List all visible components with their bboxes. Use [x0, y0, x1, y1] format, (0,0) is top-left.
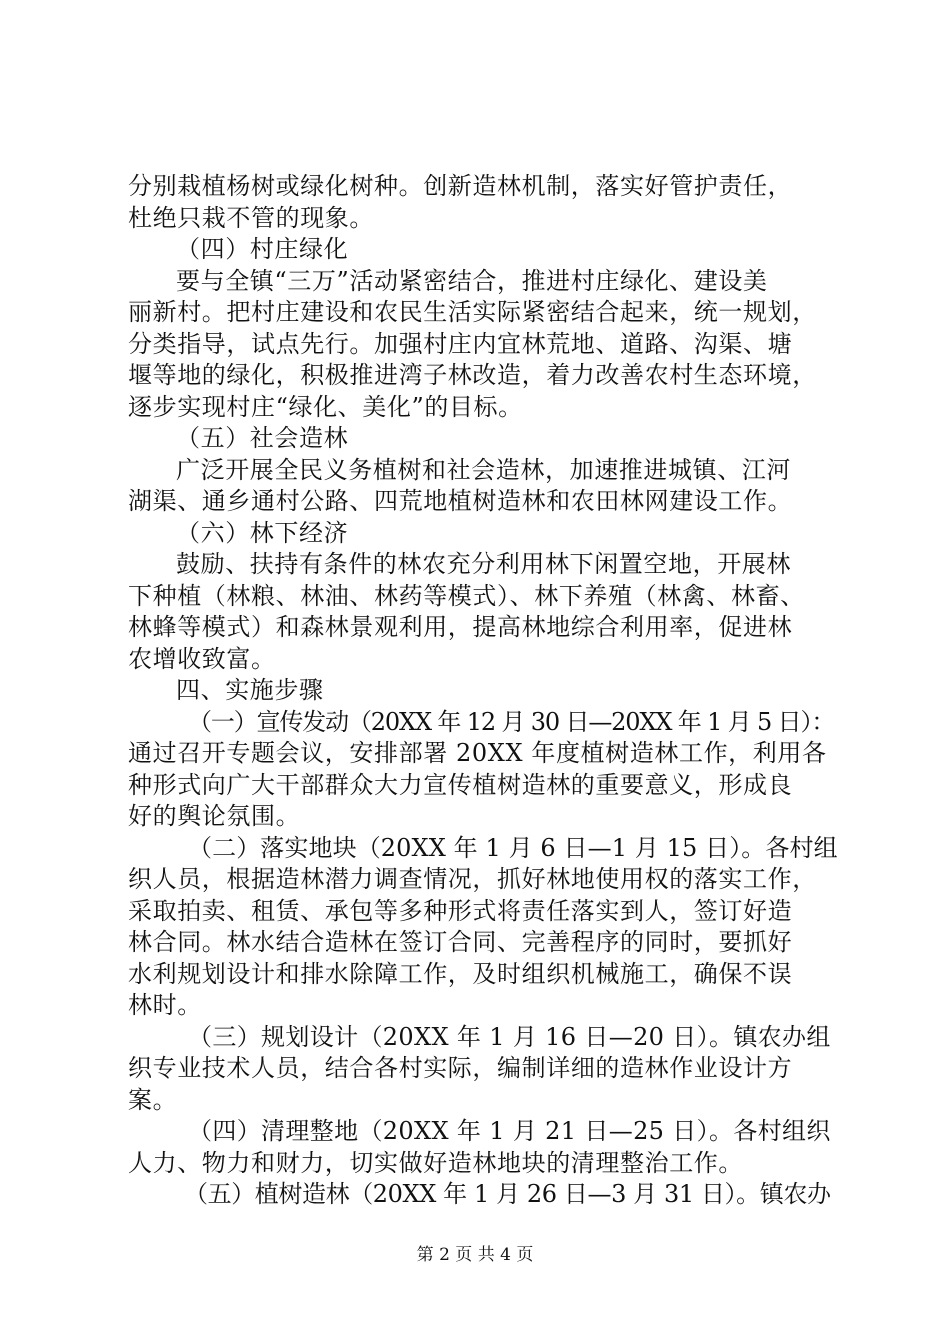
document-body	[128, 171, 838, 1211]
text-line: （一）宣传发动（20XX 年 12 月 30 日—20XX 年 1 月 5 日）：	[188, 707, 835, 736]
text-line: 人力、物力和财力，切实做好造林地块的清理整治工作。	[128, 1148, 743, 1177]
text-line: 织人员，根据造林潜力调查情况，抓好林地使用权的落实工作，	[128, 865, 817, 893]
text-line: 堰等地的绿化，积极推进湾子林改造，着力改善农村生态环境，	[128, 361, 817, 389]
text-line: 鼓励、扶持有条件的林农充分利用林下闲置空地，开展林	[176, 550, 791, 578]
text-line: （四）清理整地（20XX 年 1 月 21 日—25 日）。各村组织	[188, 1117, 831, 1145]
text-line: 要与全镇“三万”活动紧密结合，推进村庄绿化、建设美	[176, 266, 768, 295]
text-line: 丽新村。把村庄建设和农民生活实际紧密结合起来，统一规划，	[128, 298, 817, 326]
text-line: 林蜂等模式）和森林景观利用，提高林地综合利用率，促进林	[128, 613, 793, 641]
text-line: 采取拍卖、租赁、承包等多种形式将责任落实到人，签订好造	[128, 896, 793, 925]
section-heading: （五）社会造林	[176, 424, 349, 452]
text-line: 分别栽植杨树或绿化树种。创新造林机制，落实好管护责任，	[128, 172, 793, 200]
text-line: 案。	[128, 1085, 178, 1114]
section-heading: （六）林下经济	[176, 518, 349, 547]
text-line: （三）规划设计（20XX 年 1 月 16 日—20 日）。镇农办组	[188, 1022, 831, 1051]
text-line: 林时。	[128, 991, 202, 1019]
page-footer: 第 2 页 共 4 页	[416, 1245, 534, 1265]
text-line: 通过召开专题会议，安排部署 20XX 年度植树造林工作，利用各	[128, 739, 827, 767]
section-heading: 四、实施步骤	[176, 676, 324, 704]
text-line: 林合同。林水结合造林在签订合同、完善程序的同时，要抓好	[128, 928, 793, 956]
text-line: 杜绝只栽不管的现象。	[128, 203, 374, 232]
text-line: 湖渠、通乡通村公路、四荒地植树造林和农田林网建设工作。	[128, 487, 793, 515]
text-line: 种形式向广大干部群众大力宣传植树造林的重要意义，形成良	[128, 770, 793, 799]
section-heading: （四）村庄绿化	[176, 235, 349, 263]
text-line: 分类指导，试点先行。加强村庄内宜林荒地、道路、沟渠、塘	[128, 329, 793, 358]
text-line: 下种植（林粮、林油、林药等模式）、林下养殖（林禽、林畜、	[128, 581, 805, 610]
text-line: 好的舆论氛围。	[128, 802, 301, 830]
text-line: 农增收致富。	[128, 644, 276, 673]
text-line: 水利规划设计和排水除障工作，及时组织机械施工，确保不误	[128, 959, 793, 988]
text-line: 织专业技术人员，结合各村实际，编制详细的造林作业设计方	[128, 1054, 793, 1082]
text-line: 广泛开展全民义务植树和社会造林，加速推进城镇、江河	[176, 455, 791, 484]
text-line: （二）落实地块（20XX 年 1 月 6 日—1 月 15 日）。各村组	[188, 833, 838, 862]
text-line: （五）植树造林（20XX 年 1 月 26 日—3 月 31 日）。镇农办	[184, 1180, 831, 1208]
text-line: 逐步实现村庄“绿化、美化”的目标。	[128, 392, 523, 421]
